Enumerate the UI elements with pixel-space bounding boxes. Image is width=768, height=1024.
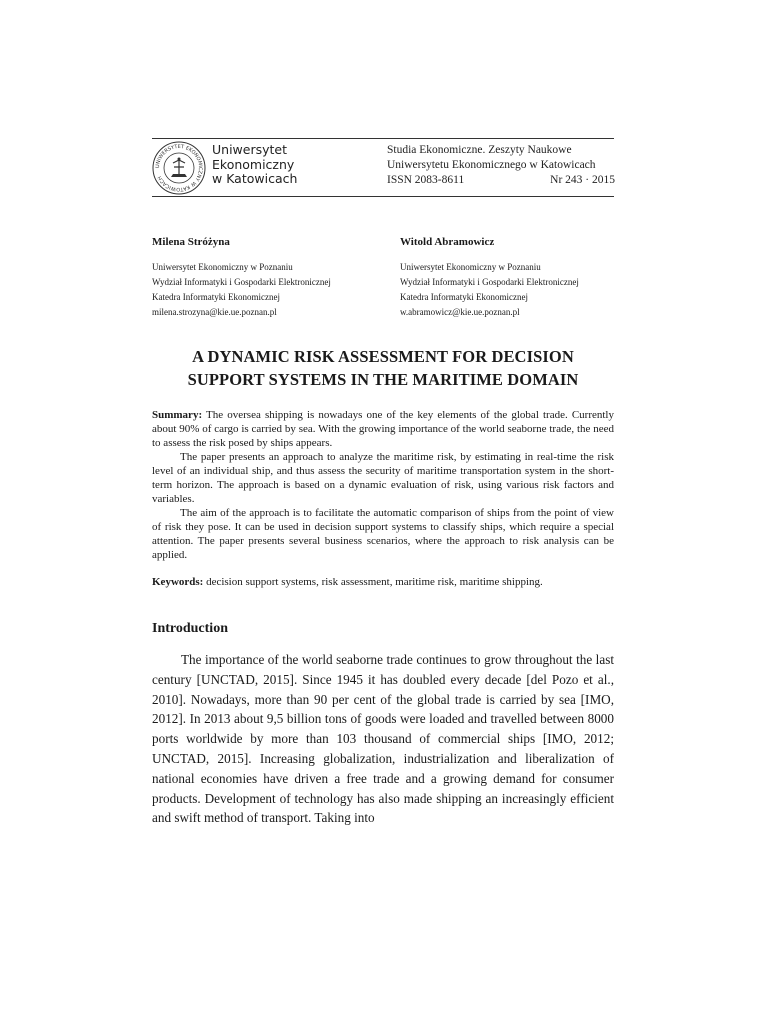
- keywords-label: Keywords:: [152, 576, 204, 588]
- journal-line-1: Studia Ekonomiczne. Zeszyty Naukowe: [387, 144, 572, 156]
- author-block-2: [400, 236, 630, 320]
- seal-lettering: UNIWERSYTET EKONOMICZNY W KATOWICACH: [154, 143, 204, 193]
- university-name-line-2: Ekonomiczny: [212, 156, 295, 172]
- author-faculty: Wydział Informatyki i Gospodarki Elektronicznej: [400, 277, 579, 287]
- author-email: w.abramowicz@kie.ue.poznan.pl: [400, 307, 520, 317]
- university-seal-icon: [152, 141, 206, 195]
- header-rule-bottom: [152, 196, 614, 197]
- university-name-line-3: w Katowicach: [212, 171, 298, 186]
- journal-issue: Nr 243 · 2015: [550, 174, 615, 186]
- summary-paragraph-2: The paper presents an approach to analyze the maritime risk, by estimating in real-time the risk level of an individual ship, and thus assess the security of maritime transportation system in the short-term horizon. The approach is based on a dynamic evaluation of risk, using various risk factors and variables.: [152, 451, 614, 505]
- author-university: Uniwersytet Ekonomiczny w Poznaniu: [152, 262, 293, 272]
- introduction-paragraph: The importance of the world seaborne trade continues to grow throughout the last century [UNCTAD, 2015]. Since 1945 it has doubled every decade [del Pozo et al., 2010]. Nowadays, more than 90 per cent of the global trade is carried by sea [IMO, 2012]. In 2013 about 9,5 billion tons of goods were loaded and travelled between 8000 ports worldwide by more than 103 thousand of commercial ships [IMO, 2012; UNCTAD, 2015]. Increasing globalization, industrialization and liberalization of national economies have driven a free trade and a growing demand for consumer products. Development of technology has also made shipping an increasingly efficient and swift method of transport. Taking into: [152, 652, 614, 826]
- paper-title: [152, 345, 614, 391]
- keywords-line: [152, 576, 614, 588]
- author-name: Witold Abramowicz: [400, 236, 495, 248]
- author-name: Milena Stróżyna: [152, 236, 230, 248]
- summary-label: Summary:: [152, 409, 203, 421]
- author-faculty: Wydział Informatyki i Gospodarki Elektronicznej: [152, 277, 331, 287]
- summary-paragraph-1: [152, 408, 614, 450]
- journal-issn-row: [387, 173, 615, 188]
- section-heading-introduction: Introduction: [152, 621, 228, 636]
- university-name-line-1: Uniwersytet: [212, 142, 287, 157]
- journal-issn: ISSN 2083-8611: [387, 174, 465, 186]
- paper-title-line-2: SUPPORT SYSTEMS IN THE MARITIME DOMAIN: [187, 370, 579, 389]
- summary-paragraph-3: The aim of the approach is to facilitate the automatic comparison of ships from the point of view of risk they pose. It can be used in decision support systems to classify ships, which require a special attention. The paper presents several business scenarios, where the approach to risk analysis can be applied.: [152, 507, 614, 561]
- journal-info: [387, 143, 615, 188]
- author-block-1: [152, 236, 382, 320]
- author-email: milena.strozyna@kie.ue.poznan.pl: [152, 307, 277, 317]
- author-department: Katedra Informatyki Ekonomicznej: [400, 292, 528, 302]
- university-name: [212, 143, 297, 187]
- keywords-text: decision support systems, risk assessment, maritime risk, maritime shipping.: [203, 576, 543, 588]
- author-university: Uniwersytet Ekonomiczny w Poznaniu: [400, 262, 541, 272]
- summary-text-1: The oversea shipping is nowadays one of the key elements of the global trade. Currently about 90% of cargo is carried by sea. With the growing importance of the world seaborne trade, the need to assess the risk posed by ships appears.: [152, 409, 614, 449]
- journal-line-2: Uniwersytetu Ekonomicznego w Katowicach: [387, 159, 596, 171]
- header-rule-top: [152, 138, 614, 139]
- paper-title-line-1: A DYNAMIC RISK ASSESSMENT FOR DECISION: [192, 347, 574, 366]
- author-department: Katedra Informatyki Ekonomicznej: [152, 292, 280, 302]
- summary-section: [152, 408, 614, 562]
